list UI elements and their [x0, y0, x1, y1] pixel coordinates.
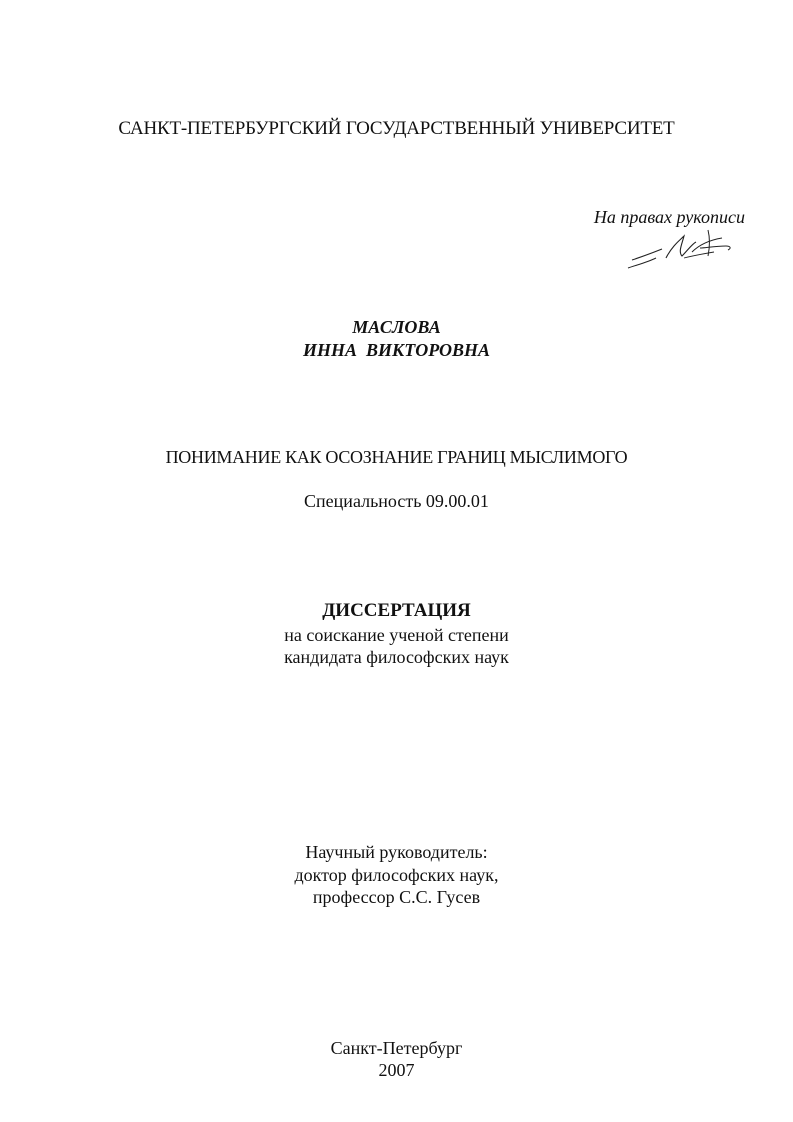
supervisor-degree: доктор философских наук, — [294, 865, 499, 885]
author-name: ИННА ВИКТОРОВНА — [303, 340, 490, 360]
document-type-heading: ДИССЕРТАЦИЯ — [322, 600, 471, 621]
dissertation-title: ПОНИМАНИЕ КАК ОСОЗНАНИЕ ГРАНИЦ МЫСЛИМОГО — [165, 447, 628, 467]
supervisor-name: профессор С.С. Гусев — [312, 887, 481, 907]
handwritten-signature — [622, 222, 737, 274]
publication-year: 2007 — [378, 1060, 415, 1080]
manuscript-rights-note: На правах рукописи — [593, 207, 745, 227]
degree-line-1: на соискание ученой степени — [284, 625, 509, 645]
publication-place: Санкт-Петербург — [330, 1038, 463, 1058]
specialty-code: Специальность 09.00.01 — [304, 491, 489, 511]
author-surname: МАСЛОВА — [352, 317, 441, 337]
university-name: САНКТ-ПЕТЕРБУРГСКИЙ ГОСУДАРСТВЕННЫЙ УНИВЕРСИТЕТ — [118, 118, 675, 139]
degree-line-2: кандидата философских наук — [284, 647, 509, 667]
supervisor-label: Научный руководитель: — [305, 842, 488, 862]
